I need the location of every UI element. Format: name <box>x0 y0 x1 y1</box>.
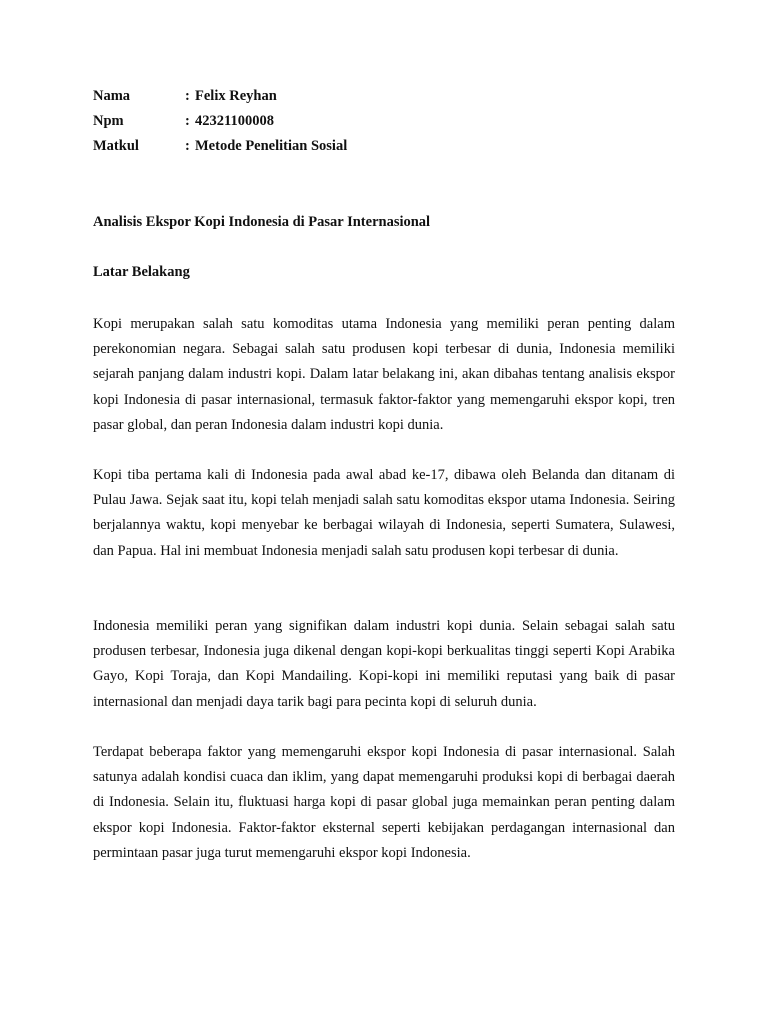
student-info-block <box>93 86 673 161</box>
meta-key: Npm <box>93 113 124 129</box>
paragraph-text: Kopi tiba pertama kali di Indonesia pada awal abad ke-17, dibawa oleh Belanda dan ditanam di Pulau Jawa. Sejak saat itu, kopi telah menjadi salah satu komoditas ekspor utama Indonesia. Seiring berjalannya waktu, kopi menyebar ke berbagai wilayah di Indonesia, seperti Sumatera, Sulawesi, dan Papua. Hal ini membuat Indonesia menjadi salah satu produsen kopi terbesar di dunia. <box>93 467 675 559</box>
meta-separator: : <box>185 88 190 104</box>
meta-value-nama: Felix Reyhan <box>195 88 277 104</box>
meta-value-matkul: Metode Penelitian Sosial <box>195 138 348 154</box>
paragraph-4 <box>93 740 675 866</box>
paragraph-text: Kopi merupakan salah satu komoditas utama Indonesia yang memiliki peran penting dalam perekonomian negara. Sebagai salah satu produsen kopi terbesar di dunia, Indonesia memiliki sejarah panjang dalam industri kopi. Dalam latar belakang ini, akan dibahas tentang analisis ekspor kopi Indonesia di pasar internasional, termasuk faktor-faktor yang memengaruhi ekspor kopi, tren pasar global, dan peran Indonesia dalam industri kopi dunia. <box>93 316 675 433</box>
paragraph-2 <box>93 463 675 564</box>
meta-value-npm: 42321100008 <box>195 113 274 129</box>
meta-key: Matkul <box>93 138 139 154</box>
document-title: Analisis Ekspor Kopi Indonesia di Pasar Internasional <box>93 214 431 230</box>
meta-row-npm <box>93 111 673 136</box>
meta-row-nama <box>93 86 673 111</box>
paragraph-1 <box>93 312 675 438</box>
meta-row-matkul <box>93 136 673 161</box>
paragraph-text: Terdapat beberapa faktor yang memengaruhi ekspor kopi Indonesia di pasar internasional. Salah satunya adalah kondisi cuaca dan iklim, yang dapat memengaruhi produksi kopi di berbagai daerah di Indonesia. Selain itu, fluktuasi harga kopi di pasar global juga memainkan peran penting dalam ekspor kopi Indonesia. Faktor-faktor eksternal seperti kebijakan perdagangan internasional dan permintaan pasar juga turut memengaruhi ekspor kopi Indonesia. <box>93 744 675 861</box>
meta-separator: : <box>185 113 190 129</box>
meta-separator: : <box>185 138 190 154</box>
meta-key: Nama <box>93 88 131 104</box>
paragraph-3 <box>93 614 675 715</box>
paragraph-text: Indonesia memiliki peran yang signifikan dalam industri kopi dunia. Selain sebagai salah satu produsen terbesar, Indonesia juga dikenal dengan kopi-kopi berkualitas tinggi seperti Kopi Arabika Gayo, Kopi Toraja, dan Kopi Mandailing. Kopi-kopi ini memiliki reputasi yang baik di pasar internasional dan menjadi daya tarik bagi para pecinta kopi di seluruh dunia. <box>93 618 675 710</box>
section-heading: Latar Belakang <box>93 264 190 280</box>
